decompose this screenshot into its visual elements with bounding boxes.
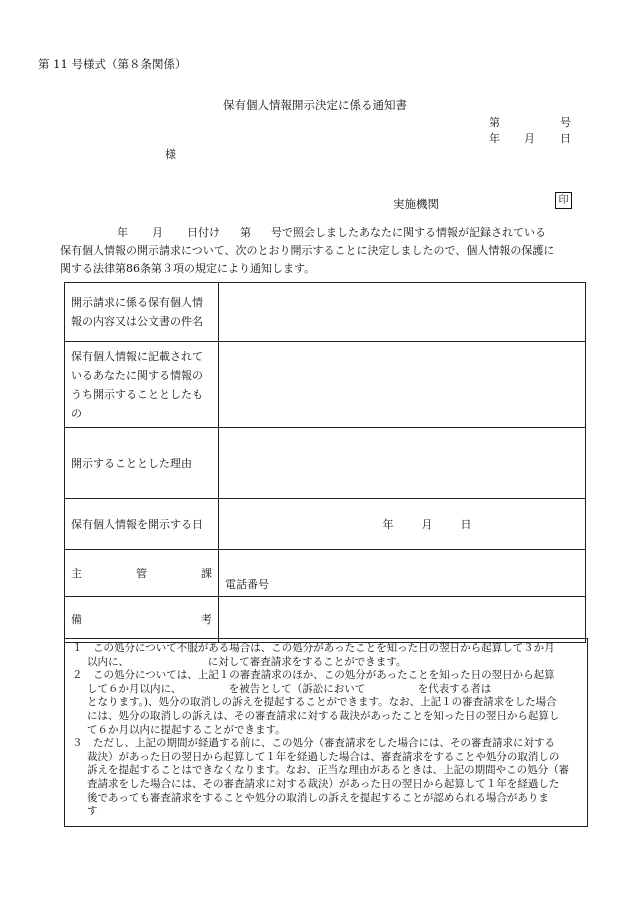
note-line: 訴えを提起することはできなくなります。なお、正当な理由があるときは、上記の期間やこの処分（審: [87, 764, 570, 777]
disclosure-date-day: 日: [460, 517, 472, 531]
disclosure-date-month: 月: [421, 517, 433, 531]
label-line: の: [71, 406, 82, 420]
label-line: 保有個人情報に記載されて: [71, 349, 203, 363]
table-row: [65, 283, 586, 342]
issue-date-day: 日: [560, 132, 571, 145]
label-char: 課: [201, 566, 212, 580]
body-month: 月: [152, 226, 163, 239]
label-responsible-section: [65, 550, 219, 597]
body-year: 年: [117, 226, 128, 239]
label-line: 報の内容又は公文書の件名: [71, 315, 203, 328]
phone-number-label: 電話番号: [225, 577, 269, 591]
label-char: 主: [71, 566, 82, 580]
table-row: [65, 550, 586, 597]
disclosure-date-year: 年: [382, 517, 394, 531]
note-line: て６か月以内に提起することができます。: [87, 723, 286, 736]
disclosure-table: [64, 282, 586, 643]
label-char: 管: [136, 566, 147, 580]
issue-date-month: 月: [524, 132, 535, 145]
form-number: 第 11 号様式（第８条関係）: [38, 57, 187, 71]
document-title: 保有個人情報開示決定に係る通知書: [223, 98, 407, 112]
label-remarks: [65, 597, 219, 643]
note-line: ３ ただし、上記の期間が経過する前に、この処分（審査請求をした場合には、その審査請求に対する: [72, 737, 555, 750]
document-number-prefix: 第: [489, 116, 500, 129]
implementing-agency-label: 実施機関: [393, 197, 439, 211]
label-requested-info: [65, 283, 219, 342]
label-disclosed-info: [65, 342, 219, 428]
value-responsible-section: [219, 550, 586, 597]
note-line: す: [87, 805, 98, 818]
label-line: うち開示することとしたも: [71, 387, 203, 401]
note-line: 以内に、 に対して審査請求をすることができます。: [87, 655, 407, 668]
table-row: [65, 499, 586, 550]
label-char: 考: [201, 613, 212, 626]
note-line: には、処分の取消しの訴えは、その審査請求に対する裁決があったことを知った日の翌日から起算し: [87, 709, 560, 722]
body-day: 日付け: [187, 226, 220, 239]
value-requested-info: [219, 283, 586, 342]
label-line: 開示請求に係る保有個人情: [71, 296, 203, 309]
label-char: 備: [71, 613, 82, 626]
label-line: いるあなたに関する情報の: [71, 368, 203, 382]
issue-date-year: 年: [489, 132, 500, 145]
label-disclosure-date: 保有個人情報を開示する日: [65, 499, 219, 550]
addressee-suffix: 様: [165, 148, 176, 161]
table-row: [65, 342, 586, 428]
body-line3: 関する法律第86条第３項の規定により通知します。: [60, 262, 316, 275]
body-dai: 第: [240, 226, 251, 239]
value-disclosure-reason: [219, 428, 586, 499]
note-line: １ この処分について不服がある場合は、この処分があったことを知った日の翌日から起算して３か月: [72, 642, 555, 654]
appeal-notes: [64, 638, 588, 827]
note-line: 査請求をした場合には、その審査請求に対する裁決）があった日の翌日から起算して１年を経過した: [87, 777, 560, 790]
value-disclosed-info: [219, 342, 586, 428]
note-line: 裁決）があった日の翌日から起算して１年を経過した場合は、審査請求をすることや処分の取消しの: [87, 750, 560, 763]
value-disclosure-date: [219, 499, 586, 550]
body-line1-rest: 号で照会しましたあなたに関する情報が記録されている: [271, 226, 546, 239]
table-row: [65, 428, 586, 499]
document-number-suffix: 号: [560, 116, 571, 129]
value-remarks: [219, 597, 586, 643]
notice-body: [60, 224, 585, 278]
note-line: ２ この処分については、上記１の審査請求のほか、この処分があったことを知った日の翌日から起算: [72, 669, 555, 682]
seal-mark: 印: [555, 192, 572, 209]
table-row: [65, 597, 586, 643]
note-line: 後であっても審査請求をすることや処分の取消しの訴えを提起することが認められる場合がありま: [87, 791, 549, 804]
label-disclosure-reason: 開示することとした理由: [65, 428, 219, 499]
note-line: となります。)、処分の取消しの訴えを提起することができます。なお、上記１の審査請求をした場合: [87, 696, 557, 709]
body-line2: 保有個人情報の開示請求について、次のとおり開示することに決定しましたので、個人情報の保護に: [60, 244, 555, 257]
note-line: して６か月以内に、 を被告として（訴訟において を代表する者は: [87, 682, 492, 695]
